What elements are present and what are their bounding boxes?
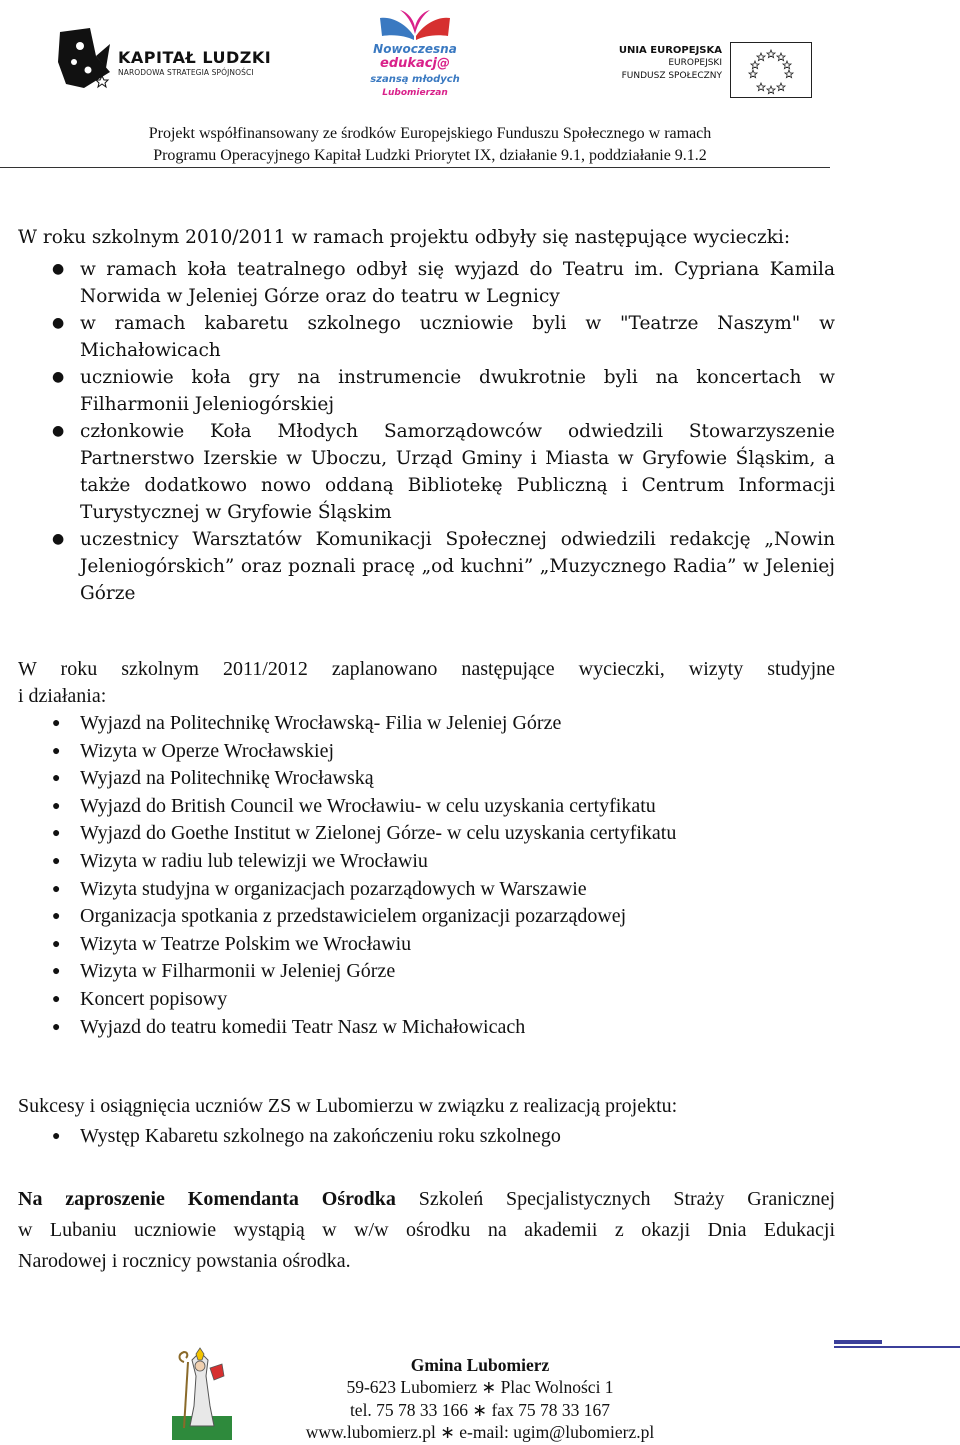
section2-item-text: Wyjazd na Politechnikę Wrocławską- Filia w Jeleniej Górze bbox=[80, 712, 562, 734]
bullet-icon: ● bbox=[52, 716, 61, 731]
footer-org-name: Gmina Lubomierz bbox=[410, 1355, 550, 1375]
book-icon bbox=[376, 6, 454, 42]
eu-logo bbox=[612, 36, 822, 106]
bullet-icon: ● bbox=[52, 936, 61, 952]
bullet-icon: ● bbox=[52, 531, 65, 547]
section2-item-text: Wizyta w Operze Wrocławskiej bbox=[80, 739, 335, 762]
section2-item bbox=[18, 1014, 835, 1042]
section1-item bbox=[18, 310, 835, 364]
eu-line-3: FUNDUSZ SPOŁECZNY bbox=[621, 71, 722, 81]
project-funding-line-2: Programu Operacyjnego Kapitał Ludzki Priorytet IX, działanie 9.1, poddziałanie 9.1.2 bbox=[153, 147, 707, 164]
section1-item bbox=[18, 526, 835, 607]
kapital-ludzki-emblem-icon bbox=[56, 26, 114, 92]
section2-item bbox=[18, 903, 835, 931]
section1-item-text: uczniowie koła gry na instrumencie dwukrotnie byli na koncertach w Filharmonii Jeleniogórskiej bbox=[80, 367, 835, 415]
nowoczesna-edukacja-logo bbox=[350, 4, 480, 104]
bullet-icon: ● bbox=[52, 826, 61, 842]
section1-item-text: w ramach kabaretu szkolnego uczniowie byli w "Teatrze Naszym" w Michałowicach bbox=[80, 313, 835, 361]
section2-item-text: Wyjazd do Goethe Institut w Zielonej Górze- w celu uzyskania certyfikatu bbox=[80, 822, 677, 845]
section2-item-text: Wyjazd do British Council we Wrocławiu- w celu uzyskania certyfikatu bbox=[80, 794, 656, 817]
footer-phone: tel. 75 78 33 166 ∗ fax 75 78 33 167 bbox=[349, 1400, 611, 1420]
section3-list bbox=[18, 1123, 835, 1151]
section1-item-text: członkowie Koła Młodych Samorządowców odwiedzili Stowarzyszenie Partnerstwo Izerskie w Uboczu, Urząd Gminy i Miasta w Gryfowie Śląskim, a także dodatkowo nowo oddaną Bibliotekę Publiczną i Centrum Informacji Turystycznej w Gryfowie Śląskim bbox=[80, 421, 835, 523]
section2-item bbox=[18, 765, 835, 793]
logo-line-2: edukacj@ bbox=[380, 56, 450, 71]
section2-list bbox=[18, 710, 835, 1041]
section1-item-text: uczestnicy Warsztatów Komunikacji Społecznej odwiedzili redakcję „Nowin Jeleniogórskich” oraz poznali pracę „od kuchni” „Muzycznego Radia” w Jeleniej Górze bbox=[80, 529, 835, 604]
bullet-icon: ● bbox=[52, 909, 61, 925]
footer-address: 59-623 Lubomierz ∗ Plac Wolności 1 bbox=[346, 1377, 614, 1397]
section2-item-text: Wizyta w Filharmonii w Jeleniej Górze bbox=[80, 960, 396, 983]
section2-intro-line-1: W roku szkolnym 2011/2012 zaplanowano następujące wycieczki, wizyty studyjne bbox=[18, 658, 835, 680]
project-funding-line-1: Projekt współfinansowany ze środków Europejskiego Funduszu Społecznego w ramach bbox=[148, 125, 712, 142]
section2-item-text: Wizyta w Teatrze Polskim we Wrocławiu bbox=[80, 932, 412, 955]
section2-item-text: Wyjazd na Politechnikę Wrocławską bbox=[80, 767, 374, 790]
kapital-ludzki-logo bbox=[50, 20, 272, 100]
bullet-icon: ● bbox=[52, 369, 65, 385]
section4-line-2: w Lubaniu uczniowie wystąpią w w/w ośrodku na akademii z okazji Dnia Edukacji bbox=[18, 1219, 835, 1241]
bullet-icon: ● bbox=[52, 991, 61, 1007]
footer-accent-bar bbox=[834, 1340, 960, 1350]
section1-item bbox=[18, 364, 835, 418]
section2-item bbox=[18, 986, 835, 1014]
eu-line-2: EUROPEJSKI bbox=[668, 58, 722, 68]
section4-bold-lead: Na zaproszenie Komendanta Ośrodka bbox=[18, 1188, 396, 1210]
section2-item-text: Koncert popisowy bbox=[80, 987, 228, 1010]
header-divider bbox=[0, 167, 830, 168]
section1-item-text: w ramach koła teatralnego odbył się wyjazd do Teatru im. Cypriana Kamila Norwida w Jeleniej Górze oraz do teatru w Legnicy bbox=[80, 259, 835, 307]
section2-item bbox=[18, 958, 835, 986]
bullet-icon: ● bbox=[52, 881, 61, 897]
section3-item bbox=[18, 1123, 835, 1151]
section2-item bbox=[18, 738, 835, 766]
footer-web: www.lubomierz.pl ∗ e-mail: ugim@lubomierz.pl bbox=[305, 1422, 655, 1442]
section2-item bbox=[18, 931, 835, 959]
section4-line-1 bbox=[18, 1184, 835, 1215]
section2-item bbox=[18, 793, 835, 821]
kapital-ludzki-subtitle: NARODOWA STRATEGIA SPÓJNOŚCI bbox=[118, 68, 254, 77]
section2-item-text: Wyjazd do teatru komedii Teatr Nasz w Michałowicach bbox=[80, 1015, 526, 1038]
bullet-icon: ● bbox=[52, 261, 65, 277]
kapital-ludzki-title: KAPITAŁ LUDZKI bbox=[118, 48, 272, 67]
bullet-icon: ● bbox=[52, 853, 61, 869]
bullet-icon: ● bbox=[52, 1129, 61, 1144]
section1-item bbox=[18, 256, 835, 310]
bullet-icon: ● bbox=[52, 1019, 61, 1035]
eu-flag-icon bbox=[730, 42, 812, 98]
section3-item-text: Występ Kabaretu szkolnego na zakończeniu roku szkolnego bbox=[80, 1125, 561, 1147]
section2-intro bbox=[18, 656, 835, 710]
section4-paragraph bbox=[18, 1184, 835, 1277]
section3-intro: Sukcesy i osiągnięcia uczniów ZS w Lubomierzu w związku z realizacją projektu: bbox=[18, 1095, 678, 1117]
bullet-icon: ● bbox=[52, 798, 61, 814]
eu-logo-text bbox=[612, 44, 722, 83]
section2-item-text: Wizyta studyjna w organizacjach pozarządowych w Warszawie bbox=[80, 877, 587, 900]
section2-item bbox=[18, 820, 835, 848]
section2-item bbox=[18, 848, 835, 876]
logo-line-1: Nowoczesna bbox=[373, 42, 457, 56]
section2-item bbox=[18, 876, 835, 904]
logo-line-4: Lubomierzan bbox=[382, 88, 448, 98]
bullet-icon: ● bbox=[52, 315, 65, 331]
section4-line-3: Narodowej i rocznicy powstania ośrodka. bbox=[18, 1250, 351, 1272]
section1-intro: W roku szkolnym 2010/2011 w ramach projektu odbyły się następujące wycieczki: bbox=[18, 227, 791, 248]
logo-line-3: szansą młodych bbox=[370, 74, 460, 85]
section2-intro-line-2: i działania: bbox=[18, 685, 107, 707]
section2-item-text: Organizacja spotkania z przedstawicielem organizacji pozarządowej bbox=[80, 905, 627, 928]
section2-item-text: Wizyta w radiu lub telewizji we Wrocławiu bbox=[80, 849, 428, 872]
bullet-icon: ● bbox=[52, 964, 61, 980]
section4-line-1-rest: Szkoleń Specjalistycznych Straży Granicznej bbox=[395, 1188, 836, 1210]
bullet-icon: ● bbox=[52, 771, 61, 787]
eu-line-1: UNIA EUROPEJSKA bbox=[618, 45, 722, 56]
section1-list bbox=[18, 256, 835, 607]
bullet-icon: ● bbox=[52, 423, 65, 439]
section2-item bbox=[18, 710, 835, 738]
section1-item bbox=[18, 418, 835, 526]
bullet-icon: ● bbox=[52, 743, 61, 759]
